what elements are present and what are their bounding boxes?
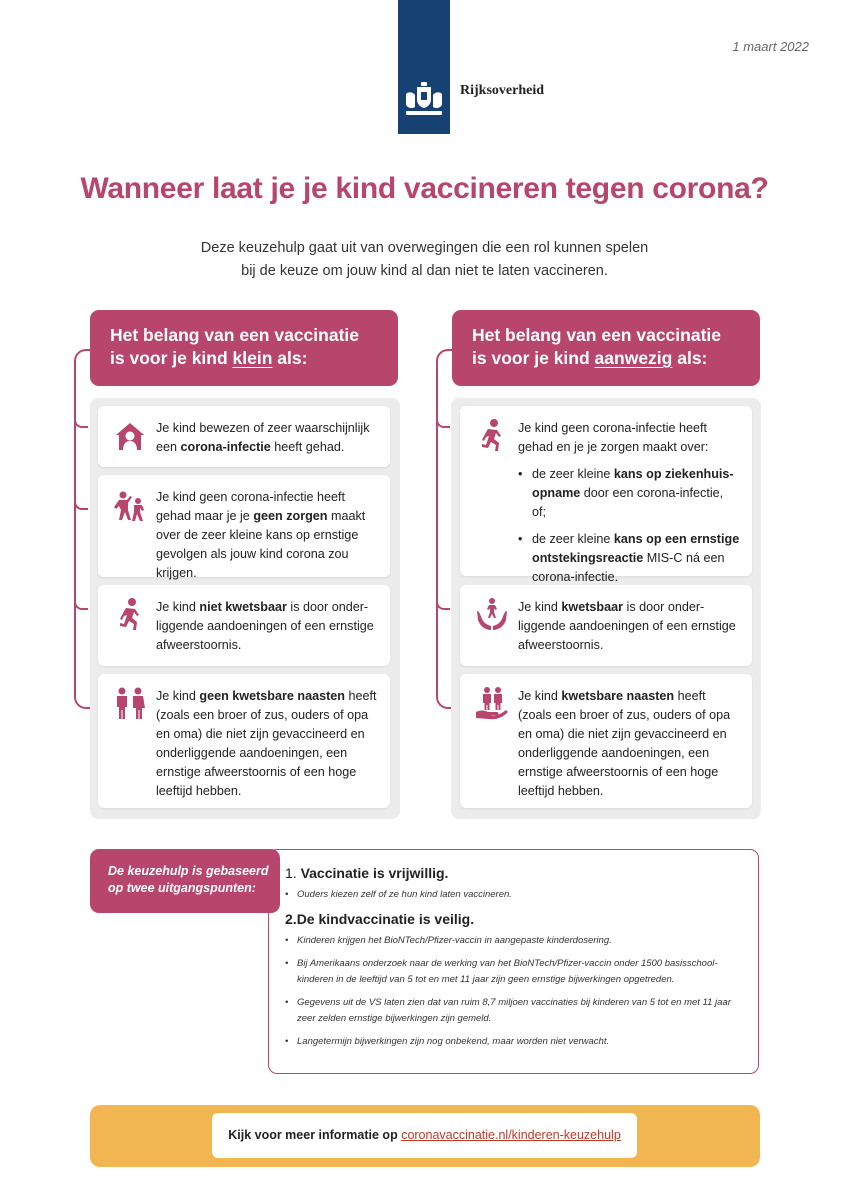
right-bracket [436, 349, 452, 709]
header-text: als: [272, 348, 308, 368]
footer-lead: Kijk voor meer informatie op [228, 1128, 402, 1142]
header-text: als: [672, 348, 708, 368]
right-card-1 [460, 406, 752, 584]
list-item: • Ouders kiezen zelf of ze hun kind laten vaccineren. [285, 887, 744, 903]
left-card-4 [98, 674, 390, 808]
logo-text: Rijksoverheid [460, 83, 544, 98]
right-card-3 [460, 674, 752, 808]
principle-1-list [285, 887, 744, 903]
list-item: • Langetermijn bijwerkingen zijn nog onbekend, maar worden niet verwacht. [285, 1034, 744, 1050]
right-header [452, 310, 760, 386]
house-icon [113, 419, 147, 453]
hands-protecting-child-icon [475, 597, 509, 631]
header-line: Het belang van een vaccinatie [110, 325, 359, 345]
basis-box [268, 849, 759, 1074]
left-bracket [74, 349, 90, 709]
header-line [110, 347, 378, 370]
header-keyword: aanwezig [594, 348, 673, 368]
card-text: Je kind kwetsbaar is door onder-liggende aandoeningen of een ernstige afweerstoornis. [518, 600, 736, 652]
page-title: Wanneer laat je je kind vaccineren tegen corona? [80, 172, 769, 205]
left-card-3 [98, 585, 390, 666]
children-playing-icon [113, 490, 147, 524]
list-item: • Bij Amerikaans onderzoek naar de werking van het BioNTech/Pfizer-vaccin onder 1500 basisschool-kinderen in de leeftijd van 5 tot en met 11 jaar zijn geen ernstige bijwerkingen opgetreden. [285, 956, 744, 988]
header-line: Het belang van een vaccinatie [472, 325, 721, 345]
right-card-2 [460, 585, 752, 666]
card-bullets [518, 465, 740, 587]
list-item: • Kinderen krijgen het BioNTech/Pfizer-vaccin in aangepaste kinderdosering. [285, 933, 744, 949]
intro-text [0, 237, 849, 283]
list-item: • Gegevens uit de VS laten zien dat van ruim 8,7 miljoen vaccinaties bij kinderen van 5 tot en met 11 jaar zeer zelden ernstige bijwerkingen zijn gemeld. [285, 995, 744, 1027]
hand-holding-family-icon [475, 686, 509, 720]
header-text: is voor je kind [110, 348, 233, 368]
card-text: Je kind bewezen of zeer waarschijnlijk een corona-infectie heeft gehad. [156, 421, 370, 454]
card-text [518, 419, 740, 595]
child-running-icon [113, 597, 147, 631]
intro-line: bij de keuze om jouw kind al dan niet te laten vaccineren. [241, 263, 608, 279]
family-icon [113, 686, 147, 720]
footer-info [212, 1113, 637, 1158]
left-card-1 [98, 406, 390, 467]
card-text: Je kind geen kwetsbare naasten heeft (zoals een broer of zus, ouders of opa en oma) die niet zijn gevaccineerd en onderliggende aandoeningen, een ernstige afweerstoornis of een hoge leeftijd hebben. [156, 689, 377, 798]
list-item: • de zeer kleine kans op een ernstige ontstekingsreactie MIS-C ná een corona-infectie. [518, 530, 740, 587]
coat-of-arms-icon [400, 80, 448, 120]
date: 1 maart 2022 [732, 39, 809, 54]
basis-tab: De keuzehulp is gebaseerd op twee uitgangspunten: [90, 849, 280, 913]
header-line [472, 347, 740, 370]
principle-1-title: 1. Vaccinatie is vrijwillig. [285, 865, 449, 881]
footer-link[interactable]: coronavaccinatie.nl/kinderen-keuzehulp [401, 1128, 621, 1142]
principle-2-list [285, 933, 744, 1050]
left-header [90, 310, 398, 386]
principle-2-title: 2.De kindvaccinatie is veilig. [285, 911, 475, 927]
header-text: is voor je kind [472, 348, 595, 368]
card-text: Je kind niet kwetsbaar is door onder-liggende aandoeningen of een ernstige afweerstoornis. [156, 600, 374, 652]
intro-line: Deze keuzehulp gaat uit van overwegingen die een rol kunnen spelen [200, 240, 649, 256]
card-text: Je kind geen corona-infectie heeft gehad maar je je geen zorgen maakt over de zeer kleine kans op ernstige gevolgen als jouw kind corona zou krijgen. [156, 490, 366, 580]
card-intro: Je kind geen corona-infectie heeft gehad en je je zorgen maakt over: [518, 421, 709, 454]
child-running-icon [475, 418, 509, 452]
list-item: • de zeer kleine kans op ziekenhuis-opname door een corona-infectie, of; [518, 465, 740, 522]
card-text: Je kind kwetsbare naasten heeft (zoals een broer of zus, ouders of opa en oma) die niet zijn gevaccineerd en onderliggende aandoeningen, een ernstige afweerstoornis of een hoge leeftijd hebben. [518, 689, 731, 798]
header-keyword: klein [232, 348, 273, 368]
left-card-2 [98, 475, 390, 580]
